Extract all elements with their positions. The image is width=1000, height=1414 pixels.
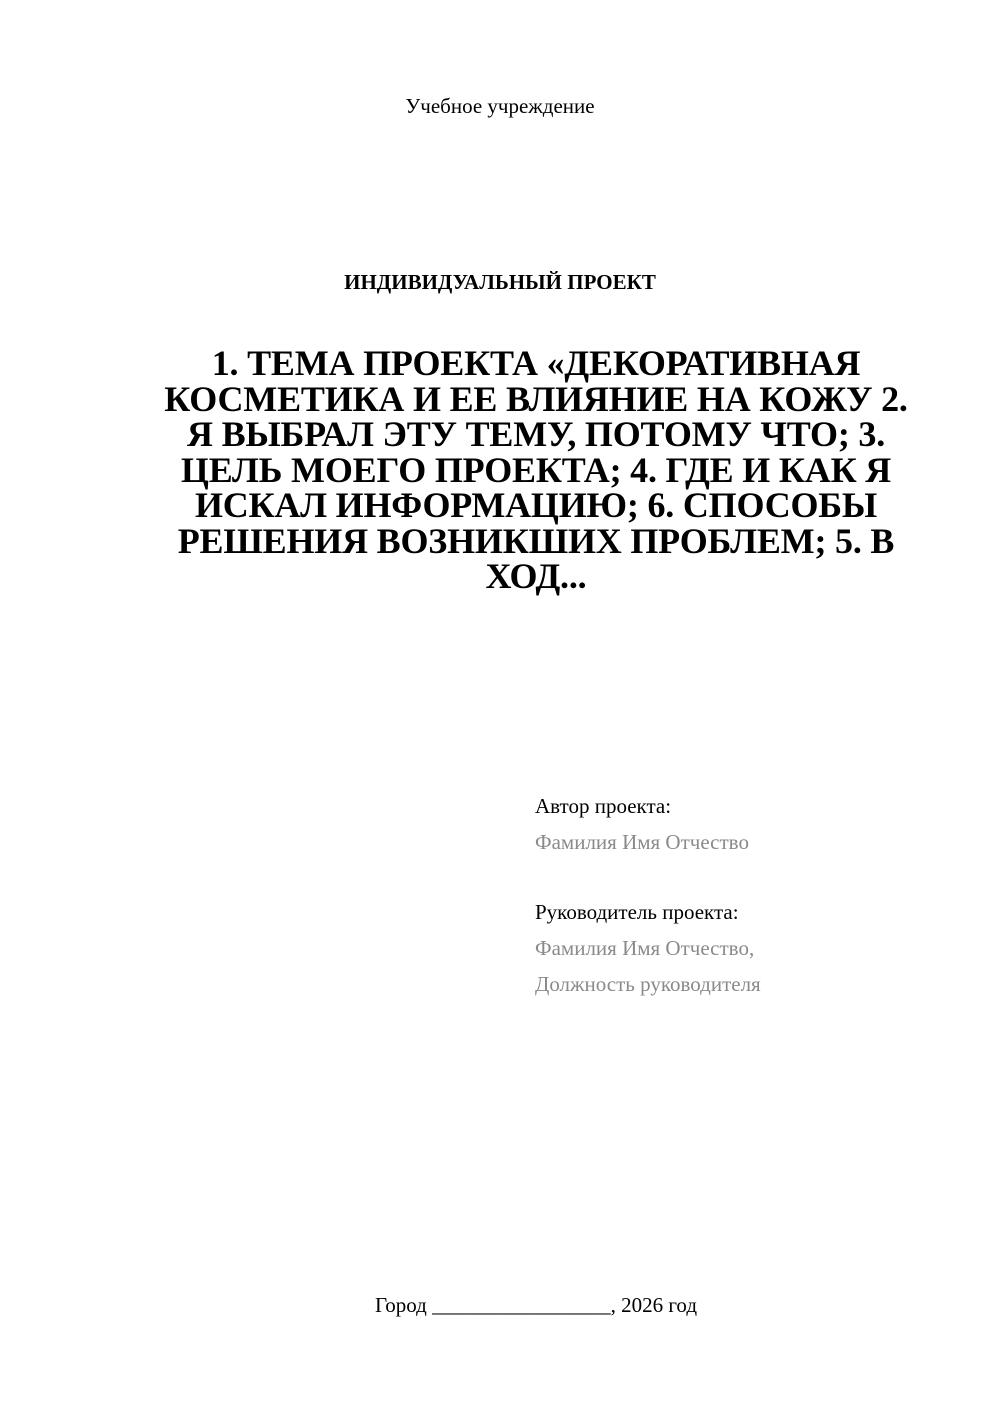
supervisor-label: Руководитель проекта: bbox=[535, 900, 739, 924]
project-type-heading: ИНДИВИДУАЛЬНЫЙ ПРОЕКТ bbox=[344, 270, 656, 294]
author-name: Фамилия Имя Отчество bbox=[535, 830, 749, 854]
credits-block bbox=[535, 788, 965, 1002]
institution-name: Учебное учреждение bbox=[405, 94, 595, 118]
supervisor-name: Фамилия Имя Отчество, bbox=[535, 936, 755, 960]
project-title: 1. ТЕМА ПРОЕКТА «ДЕКОРАТИВНАЯ КОСМЕТИКА И ЕЕ ВЛИЯНИЕ НА КОЖУ 2. Я ВЫБРАЛ ЭТУ ТЕМУ, ПОТОМУ ЧТО; 3. ЦЕЛЬ МОЕГО ПРОЕКТА; 4. ГДЕ И КАК Я ИСКАЛ ИНФОРМАЦИЮ; 6. СПОСОБЫ РЕШЕНИЯ ВОЗНИКШИХ ПРОБЛЕМ; 5. В ХОД... bbox=[164, 343, 908, 596]
author-label: Автор проекта: bbox=[535, 794, 672, 818]
credits-spacer bbox=[535, 860, 965, 894]
supervisor-position: Должность руководителя bbox=[535, 972, 761, 996]
city-year-line: Город _________________, 2026 год bbox=[374, 1293, 698, 1317]
